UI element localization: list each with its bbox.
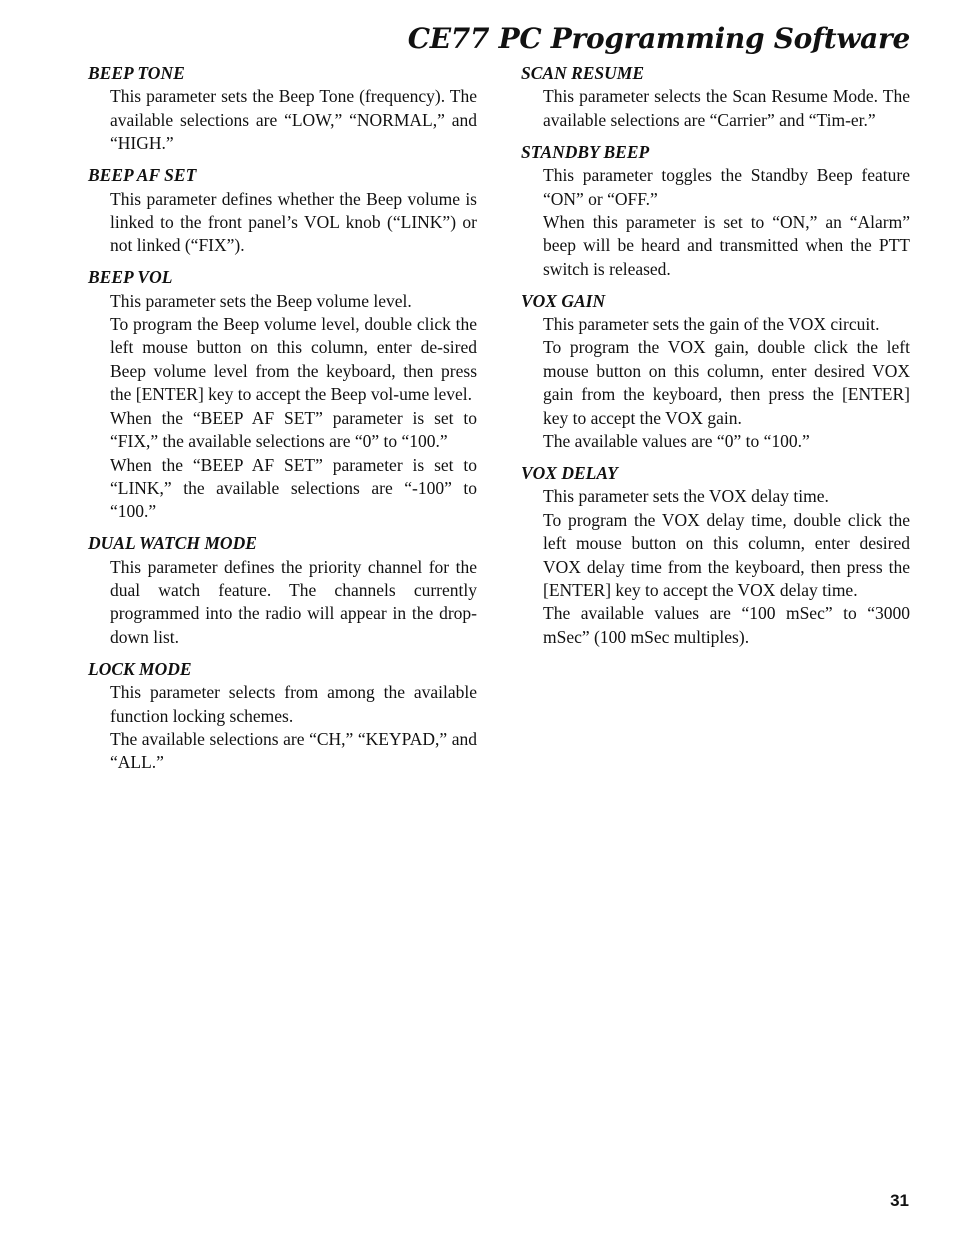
section-paragraph: To program the VOX gain, double click the left mouse button on this column, enter desired VOX gain from the keyboard, then press the [ENTER] key to accept the VOX gain. xyxy=(543,337,910,428)
section-paragraph: This parameter toggles the Standby Beep feature “ON” or “OFF.” xyxy=(543,165,910,209)
section-paragraph: This parameter sets the Beep volume level. xyxy=(110,290,412,311)
section-paragraph: This parameter defines the priority channel for the dual watch feature. The channels currently programmed into the radio will appear in the drop-down list. xyxy=(110,556,477,647)
section-heading: SCAN RESUME xyxy=(521,63,645,83)
section-lock-mode xyxy=(88,658,477,775)
section-paragraph: The available values are “100 mSec” to “3000 mSec” (100 mSec multiples). xyxy=(543,603,910,647)
section-paragraph: When the “BEEP AF SET” parameter is set to “LINK,” the available selections are “-100” to “100.” xyxy=(110,454,477,522)
section-paragraph: This parameter defines whether the Beep volume is linked to the front panel’s VOL knob (“LINK”) or not linked (“FIX”). xyxy=(110,188,477,256)
section-paragraph: When the “BEEP AF SET” parameter is set to “FIX,” the available selections are “0” to “100.” xyxy=(110,407,477,452)
section-vox-delay xyxy=(521,462,910,649)
right-column xyxy=(521,62,910,658)
section-heading: VOX GAIN xyxy=(521,290,606,311)
section-paragraph: To program the Beep volume level, double click the left mouse button on this column, enter de-sired Beep volume level from the keyboard, then press the [ENTER] key to accept the Beep vol-ume level. xyxy=(110,314,477,405)
section-heading: VOX DELAY xyxy=(521,463,618,483)
section-heading: LOCK MODE xyxy=(88,658,192,679)
page-number: 31 xyxy=(890,1191,909,1210)
section-heading: BEEP VOL xyxy=(88,267,173,288)
section-paragraph: This parameter selects the Scan Resume Mode. The available selections are “Carrier” and “Tim-er.” xyxy=(543,86,910,130)
section-paragraph: This parameter sets the gain of the VOX circuit. xyxy=(543,314,880,335)
section-paragraph: This parameter selects from among the available function locking schemes. xyxy=(110,682,477,726)
page-title: CE77 PC Programming Software xyxy=(407,22,910,55)
section-paragraph: This parameter sets the Beep Tone (frequency). The available selections are “LOW,” “NORMAL,” and “HIGH.” xyxy=(110,86,477,154)
section-dual-watch-mode xyxy=(88,532,477,649)
section-heading: BEEP AF SET xyxy=(88,165,197,186)
section-paragraph: When this parameter is set to “ON,” an “Alarm” beep will be heard and transmitted when the PTT switch is released. xyxy=(543,211,910,279)
left-column xyxy=(88,62,477,783)
section-scan-resume xyxy=(521,62,910,132)
section-heading: DUAL WATCH MODE xyxy=(88,533,257,554)
section-vox-gain xyxy=(521,290,910,454)
section-paragraph: This parameter sets the VOX delay time. xyxy=(543,486,829,507)
section-beep-vol xyxy=(88,266,477,523)
section-paragraph: The available values are “0” to “100.” xyxy=(543,431,810,452)
section-paragraph: The available selections are “CH,” “KEYPAD,” and “ALL.” xyxy=(110,728,477,773)
section-beep-af-set xyxy=(88,164,477,258)
section-standby-beep xyxy=(521,141,910,281)
section-heading: STANDBY BEEP xyxy=(521,141,650,162)
section-paragraph: To program the VOX delay time, double click the left mouse button on this column, enter desired VOX delay time from the keyboard, then press the [ENTER] key to accept the VOX delay time. xyxy=(543,509,910,601)
section-heading: BEEP TONE xyxy=(88,63,185,83)
section-beep-tone xyxy=(88,62,477,156)
